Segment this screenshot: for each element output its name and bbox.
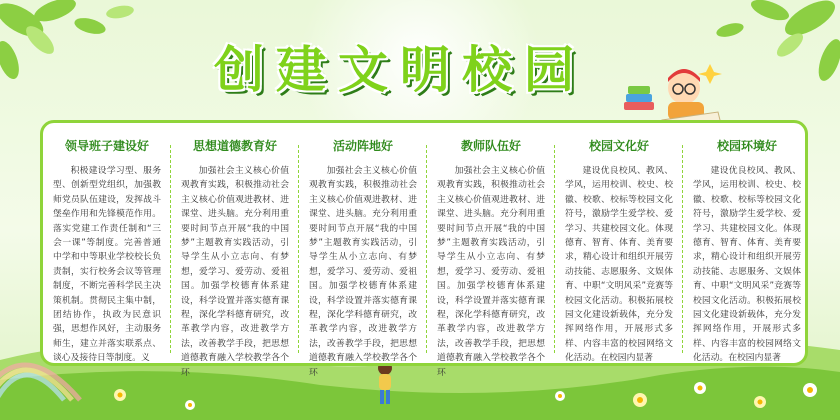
content-board	[40, 120, 808, 378]
section-heading: 活动阵地好	[332, 139, 393, 153]
section-heading: 思想道德教育好	[192, 139, 277, 153]
section-heading: 校园文化好	[588, 139, 649, 153]
section-body: 建设优良校风、教风、学风，运用校训、校史、校徽、校歌、校标等校园文化符号，激励学生爱学校、爱学习、共建校园文化。体现德育、智育、体育、美育要求，精心设计和组织开展劳动技能、志愿服务、文娱体育、中职“文明风采”竞赛等校园文化活动。积极拓展校园文化建设新载体，充分发挥网络作用，开展形式多样、内容丰富的校园网络文化活动。在校园内显著	[565, 166, 673, 364]
section-campus-environment	[683, 123, 811, 363]
section-heading: 教师队伍好	[460, 139, 521, 153]
section-body: 积极建设学习型、服务型、创新型党组织，加强教师党员队伍建设，发挥战斗堡垒作用和先锋模范作用。落实党建工作责任制和“三会一课”等制度。完善普通中学和中等职业学校校长负责制，实行校务会议等管理制度，不断完善科学民主决策机制。贯彻民主集中制，团结协作，执政为民意识强，思想作风好，主动服务师生，建立并落实联系点、谈心及接待日等制度。义	[53, 166, 161, 364]
section-leadership	[43, 123, 171, 363]
section-body: 加强社会主义核心价值观教育实践，积极推动社会主义核心价值观进教材、进课堂、进头脑。充分利用重要时间节点开展“我的中国梦”主题教育实践活动，引导学生从小立志向、有梦想，爱学习、爱劳动、爱祖国。加强学校德育体系建设，科学设置并落实德育课程，深化学科德育研究，改革教学内容，改进教学方法，改善教学手段，把思想道德教育融入学校教学各个环	[181, 166, 289, 378]
section-moral-education	[171, 123, 299, 378]
section-heading: 校园环境好	[716, 139, 777, 153]
page-title-text: 创建文明校园	[214, 41, 586, 99]
section-teachers	[427, 123, 555, 378]
section-body: 建设优良校风、教风、学风，运用校训、校史、校徽、校歌、校标等校园文化符号，激励学生爱学校、爱学习、共建校园文化。体现德育、智育、体育、美育要求，精心设计和组织开展劳动技能、志愿服务、文娱体育、中职“文明风采”竞赛等校园文化活动。积极拓展校园文化建设新载体，充分发挥网络作用，开展形式多样、内容丰富的校园网络文化活动。在校园内显著	[693, 166, 801, 364]
section-heading: 领导班子建设好	[64, 139, 149, 153]
section-campus-culture	[555, 123, 683, 363]
page-title	[200, 30, 600, 102]
section-activity-venue	[299, 123, 427, 378]
section-body: 加强社会主义核心价值观教育实践，积极推动社会主义核心价值观进教材、进课堂、进头脑。充分利用重要时间节点开展“我的中国梦”主题教育实践活动，引导学生从小立志向、有梦想，爱学习、爱劳动、爱祖国。加强学校德育体系建设，科学设置并落实德育课程，深化学科德育研究，改革教学内容，改进教学方法，改善教学手段，把思想道德教育融入学校教学各个环	[437, 166, 545, 378]
section-body: 加强社会主义核心价值观教育实践，积极推动社会主义核心价值观进教材、进课堂、进头脑。充分利用重要时间节点开展“我的中国梦”主题教育实践活动，引导学生从小立志向、有梦想，爱学习、爱劳动、爱祖国。加强学校德育体系建设，科学设置并落实德育课程，深化学科德育研究，改革教学内容，改进教学方法，改善教学手段，把思想道德教育融入学校教学各个环	[309, 166, 417, 378]
